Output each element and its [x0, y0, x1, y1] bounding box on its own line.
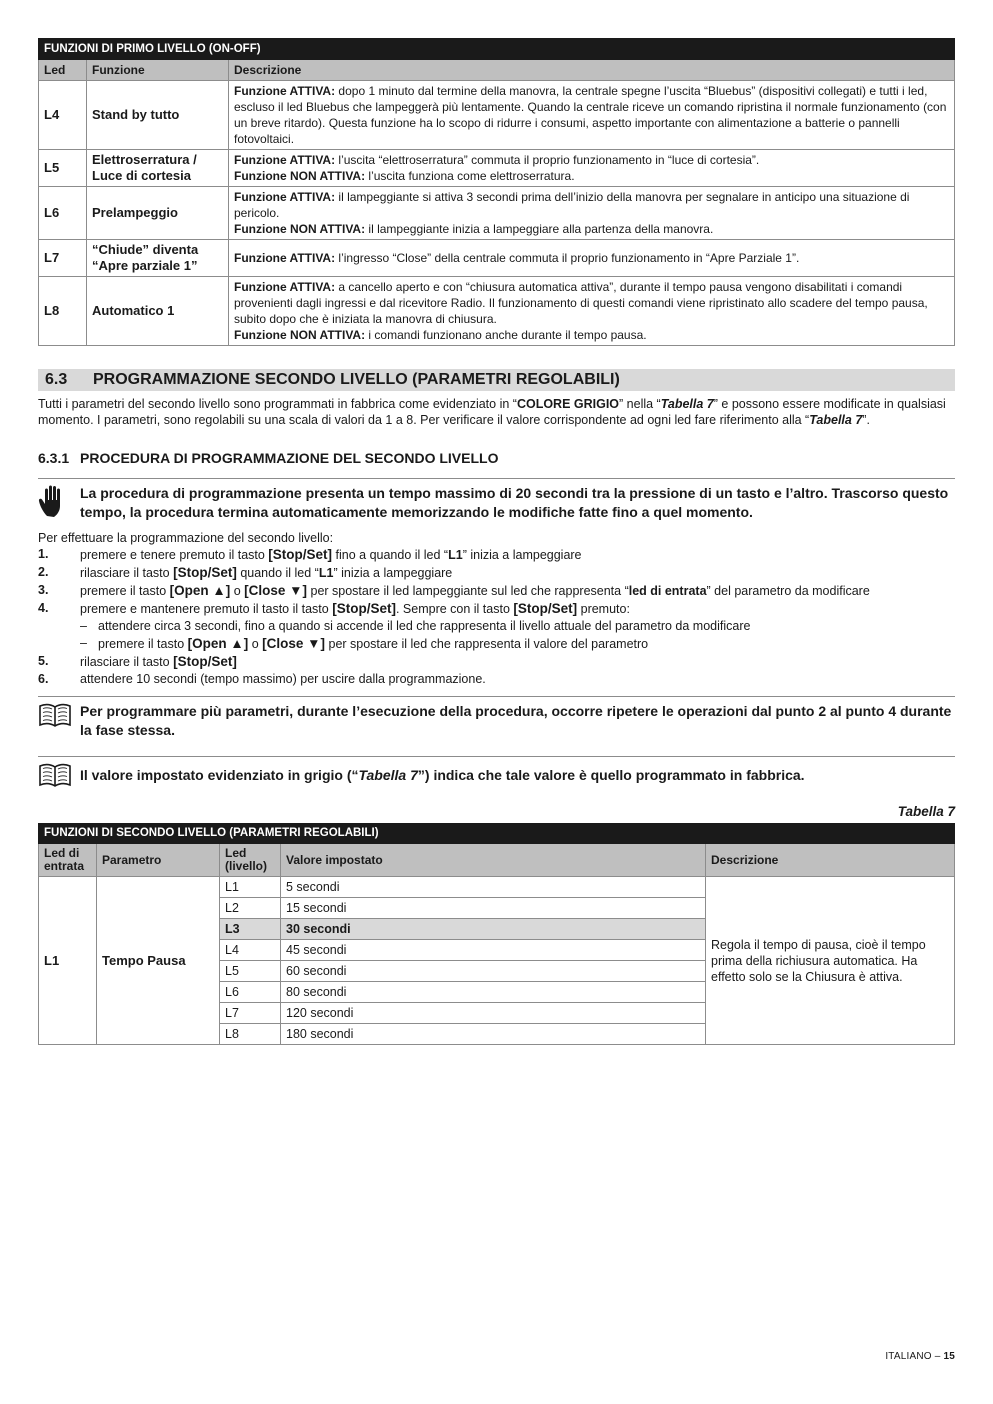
step-text: per spostare il led che rappresenta il valore del parametro	[325, 637, 649, 651]
subsection-title: PROCEDURA DI PROGRAMMAZIONE DEL SECONDO LIVELLO	[80, 450, 499, 466]
level-led-cell: L2	[220, 898, 281, 919]
description-cell: Regola il tempo di pausa, cioè il tempo prima della richiusura automatica. Ha effetto solo se la Chiusura è attiva.	[706, 877, 955, 1045]
table2-header-entry-led: Led di entrata	[39, 844, 97, 877]
value-cell: 15 secondi	[281, 898, 706, 919]
section-heading	[38, 369, 955, 391]
paragraph-text: ”.	[862, 413, 870, 427]
paragraph-text: ” e possono essere modificate in qualsiasi momento. I parametri, sono regolabili su una scala di valori da 1 a 8. Per verificare il valore corrispondente ad ogni led fare riferimento alla “	[38, 397, 946, 427]
led-cell: L4	[39, 81, 87, 150]
warning-note	[38, 478, 955, 522]
key-label: [Close ▼]	[262, 636, 326, 651]
step-number: 4.	[38, 601, 49, 615]
key-label: [Stop/Set]	[173, 654, 237, 669]
table-row	[39, 150, 955, 187]
description-text: a cancello aperto e con “chiusura automatica attiva”, durante il tempo pausa vengono disabilitati i comandi provenienti dagli ingressi e dal ricevitore Radio. Il funzionamento di questi comandi viene ripristinato allo scadere del tempo pausa, subito dopo che è iniziata la manovra di chiusura.	[234, 280, 928, 326]
table-row	[39, 81, 955, 150]
paragraph-text: Tutti i parametri del secondo livello sono programmati in fabbrica come evidenziato in “	[38, 397, 517, 411]
level-led-cell: L6	[220, 982, 281, 1003]
parameter-cell: Tempo Pausa	[97, 877, 220, 1045]
section-number: 6.3	[45, 371, 68, 388]
table2-header-value: Valore impostato	[281, 844, 706, 877]
description-text: il lampeggiante si attiva 3 secondi prima dell’inizio della manovra per segnalare in anticipo una situazione di pericolo.	[234, 190, 910, 220]
subsection-number: 6.3.1	[38, 450, 70, 466]
procedure-intro: Per effettuare la programmazione del secondo livello:	[38, 531, 334, 545]
procedure-steps	[38, 546, 955, 688]
value-cell: 30 secondi	[281, 919, 706, 940]
list-item	[38, 635, 955, 653]
function-active-label: Funzione ATTIVA:	[234, 84, 336, 98]
key-label: [Stop/Set]	[268, 547, 333, 562]
step-text: o	[248, 637, 263, 651]
list-item	[38, 546, 955, 564]
function-cell: Prelampeggio	[87, 187, 229, 240]
page-content	[38, 38, 955, 1045]
table1-header-led: Led	[39, 60, 87, 81]
table-row	[39, 187, 955, 240]
note-text-part: Il valore impostato evidenziato in grigio (“	[80, 767, 359, 783]
table-reference: Tabella 7	[809, 413, 863, 427]
warning-text: La procedura di programmazione presenta un tempo massimo di 20 secondi tra la pressione di un tasto e l’altro. Trascorso questo tempo, la procedura termina automaticamente memorizzando le modifiche fatte fino a quel momento.	[80, 485, 949, 520]
value-cell: 45 secondi	[281, 940, 706, 961]
step-number: 5.	[38, 654, 49, 668]
second-level-functions-table	[38, 823, 955, 1045]
list-item	[38, 653, 955, 671]
entry-led-cell: L1	[39, 877, 97, 1045]
step-text: quando il led “	[236, 566, 319, 580]
step-text: ” inizia a lampeggiare	[462, 548, 582, 562]
description-cell	[229, 187, 955, 240]
function-active-label: Funzione ATTIVA:	[234, 280, 336, 294]
key-label: [Stop/Set]	[332, 601, 396, 616]
description-text: il lampeggiante inizia a lampeggiare alla partenza della manovra.	[365, 222, 714, 236]
function-cell: “Chiude” diventa “Apre parziale 1”	[87, 240, 229, 277]
description-cell	[229, 240, 955, 277]
step-text: fino a quando il led “	[332, 548, 449, 562]
value-cell: 120 secondi	[281, 1003, 706, 1024]
table-label: Tabella 7	[897, 804, 955, 819]
level-led-cell: L4	[220, 940, 281, 961]
dash-bullet: –	[80, 619, 87, 633]
step-number: 2.	[38, 565, 49, 579]
description-text: dopo 1 minuto dal termine della manovra, la centrale spegne l’uscita “Bluebus” (dispositivi collegati) e tutti i led, escluso il led Bluebus che lampeggerà più lentamente. Quando la centrale riceve un comando ripristina il normale funzionamento (con un breve ritardo). Questa funzione ha lo scopo di ridurre i consumi, aspetto importante con alimentazione a batterie o pannelli fotovoltaici.	[234, 84, 947, 146]
open-book-icon	[38, 762, 80, 788]
step-text: attendere 10 secondi (tempo massimo) per uscire dalla programmazione.	[80, 672, 486, 686]
list-item	[38, 564, 955, 582]
function-cell: Automatico 1	[87, 277, 229, 346]
table1-caption: FUNZIONI DI PRIMO LIVELLO (ON-OFF)	[39, 39, 955, 60]
level-led-cell: L7	[220, 1003, 281, 1024]
value-cell: 60 secondi	[281, 961, 706, 982]
step-text: premuto:	[577, 602, 630, 616]
description-text: l’uscita funziona come elettroserratura.	[365, 169, 575, 183]
table-row	[39, 877, 955, 898]
table2-header-description: Descrizione	[706, 844, 955, 877]
table1-header-description: Descrizione	[229, 60, 955, 81]
section-title: PROGRAMMAZIONE SECONDO LIVELLO (PARAMETRI REGOLABILI)	[93, 371, 620, 388]
paragraph-emphasis: COLORE GRIGIO	[516, 397, 620, 411]
function-active-label: Funzione ATTIVA:	[234, 153, 336, 167]
led-cell: L8	[39, 277, 87, 346]
step-number: 1.	[38, 547, 49, 561]
note-text: Per programmare più parametri, durante l’esecuzione della procedura, occorre ripetere le operazioni dal punto 2 al punto 4 durante la fase stessa.	[80, 703, 952, 738]
value-cell: 180 secondi	[281, 1024, 706, 1045]
key-label: [Close ▼]	[244, 583, 308, 598]
description-cell	[229, 150, 955, 187]
hand-stop-icon	[38, 484, 80, 522]
table2-header-parameter: Parametro	[97, 844, 220, 877]
step-text: . Sempre con il tasto	[395, 602, 514, 616]
dash-bullet: –	[80, 636, 87, 650]
key-label: [Open ▲]	[187, 636, 249, 651]
led-label: L1	[318, 566, 334, 580]
step-text: attendere circa 3 secondi, fino a quando si accende il led che rappresenta il livello attuale del parametro da modificare	[98, 619, 751, 633]
value-cell: 5 secondi	[281, 877, 706, 898]
step-text: ” del parametro da modificare	[706, 584, 870, 598]
level-led-cell: L5	[220, 961, 281, 982]
description-cell	[229, 277, 955, 346]
table2-caption: FUNZIONI DI SECONDO LIVELLO (PARAMETRI REGOLABILI)	[39, 824, 955, 844]
note-text	[80, 762, 805, 788]
function-cell: Elettroserratura / Luce di cortesia	[87, 150, 229, 187]
step-number: 3.	[38, 583, 49, 597]
step-text: rilasciare il tasto	[80, 566, 174, 580]
key-label: [Open ▲]	[169, 583, 231, 598]
table-reference: Tabella 7	[660, 397, 714, 411]
step-text: premere il tasto	[98, 637, 188, 651]
function-inactive-label: Funzione NON ATTIVA:	[234, 328, 366, 342]
description-text: l’uscita “elettroserratura” commuta il proprio funzionamento in “luce di cortesia”.	[335, 153, 760, 167]
table-row	[39, 240, 955, 277]
key-label: [Stop/Set]	[513, 601, 578, 616]
list-item	[38, 618, 955, 635]
value-cell: 80 secondi	[281, 982, 706, 1003]
subsection-heading	[38, 450, 955, 466]
section-paragraph	[38, 396, 955, 428]
step-emphasis: led di entrata	[628, 584, 707, 598]
table2-header-level-led: Led (livello)	[220, 844, 281, 877]
function-active-label: Funzione ATTIVA:	[234, 251, 336, 265]
level-led-cell: L8	[220, 1024, 281, 1045]
function-inactive-label: Funzione NON ATTIVA:	[234, 222, 366, 236]
step-text: per spostare il led lampeggiante sul led che rappresenta “	[307, 584, 629, 598]
open-book-icon	[38, 702, 80, 740]
function-inactive-label: Funzione NON ATTIVA:	[234, 169, 366, 183]
function-cell: Stand by tutto	[87, 81, 229, 150]
step-text: premere e mantenere premuto il tasto il tasto	[80, 602, 333, 616]
list-item	[38, 582, 955, 600]
led-cell: L7	[39, 240, 87, 277]
note-text-part: ”) indica che tale valore è quello programmato in fabbrica.	[417, 767, 805, 783]
key-label: [Stop/Set]	[173, 565, 237, 580]
step-text: premere e tenere premuto il tasto	[80, 548, 269, 562]
step-text: o	[230, 584, 245, 598]
led-cell: L6	[39, 187, 87, 240]
function-active-label: Funzione ATTIVA:	[234, 190, 336, 204]
info-note	[38, 696, 955, 740]
page-number: 15	[943, 1351, 955, 1362]
step-text: rilasciare il tasto	[80, 655, 174, 669]
led-label: L1	[448, 548, 463, 562]
table-row	[39, 277, 955, 346]
step-number: 6.	[38, 672, 49, 686]
step-text: premere il tasto	[80, 584, 170, 598]
info-note	[38, 756, 955, 788]
list-item	[38, 600, 955, 618]
page-footer	[885, 1351, 955, 1362]
description-text: i comandi funzionano anche durante il tempo pausa.	[365, 328, 647, 342]
first-level-functions-table	[38, 38, 955, 346]
level-led-cell: L1	[220, 877, 281, 898]
table1-header-function: Funzione	[87, 60, 229, 81]
table-reference: Tabella 7	[358, 767, 418, 783]
led-cell: L5	[39, 150, 87, 187]
level-led-cell: L3	[220, 919, 281, 940]
description-cell	[229, 81, 955, 150]
list-item	[38, 671, 955, 688]
footer-language: ITALIANO –	[885, 1351, 944, 1362]
description-text: l’ingresso “Close” della centrale commuta il proprio funzionamento in “Apre Parziale 1”.	[335, 251, 800, 265]
paragraph-text: ” nella “	[619, 397, 661, 411]
step-text: ” inizia a lampeggiare	[333, 566, 453, 580]
